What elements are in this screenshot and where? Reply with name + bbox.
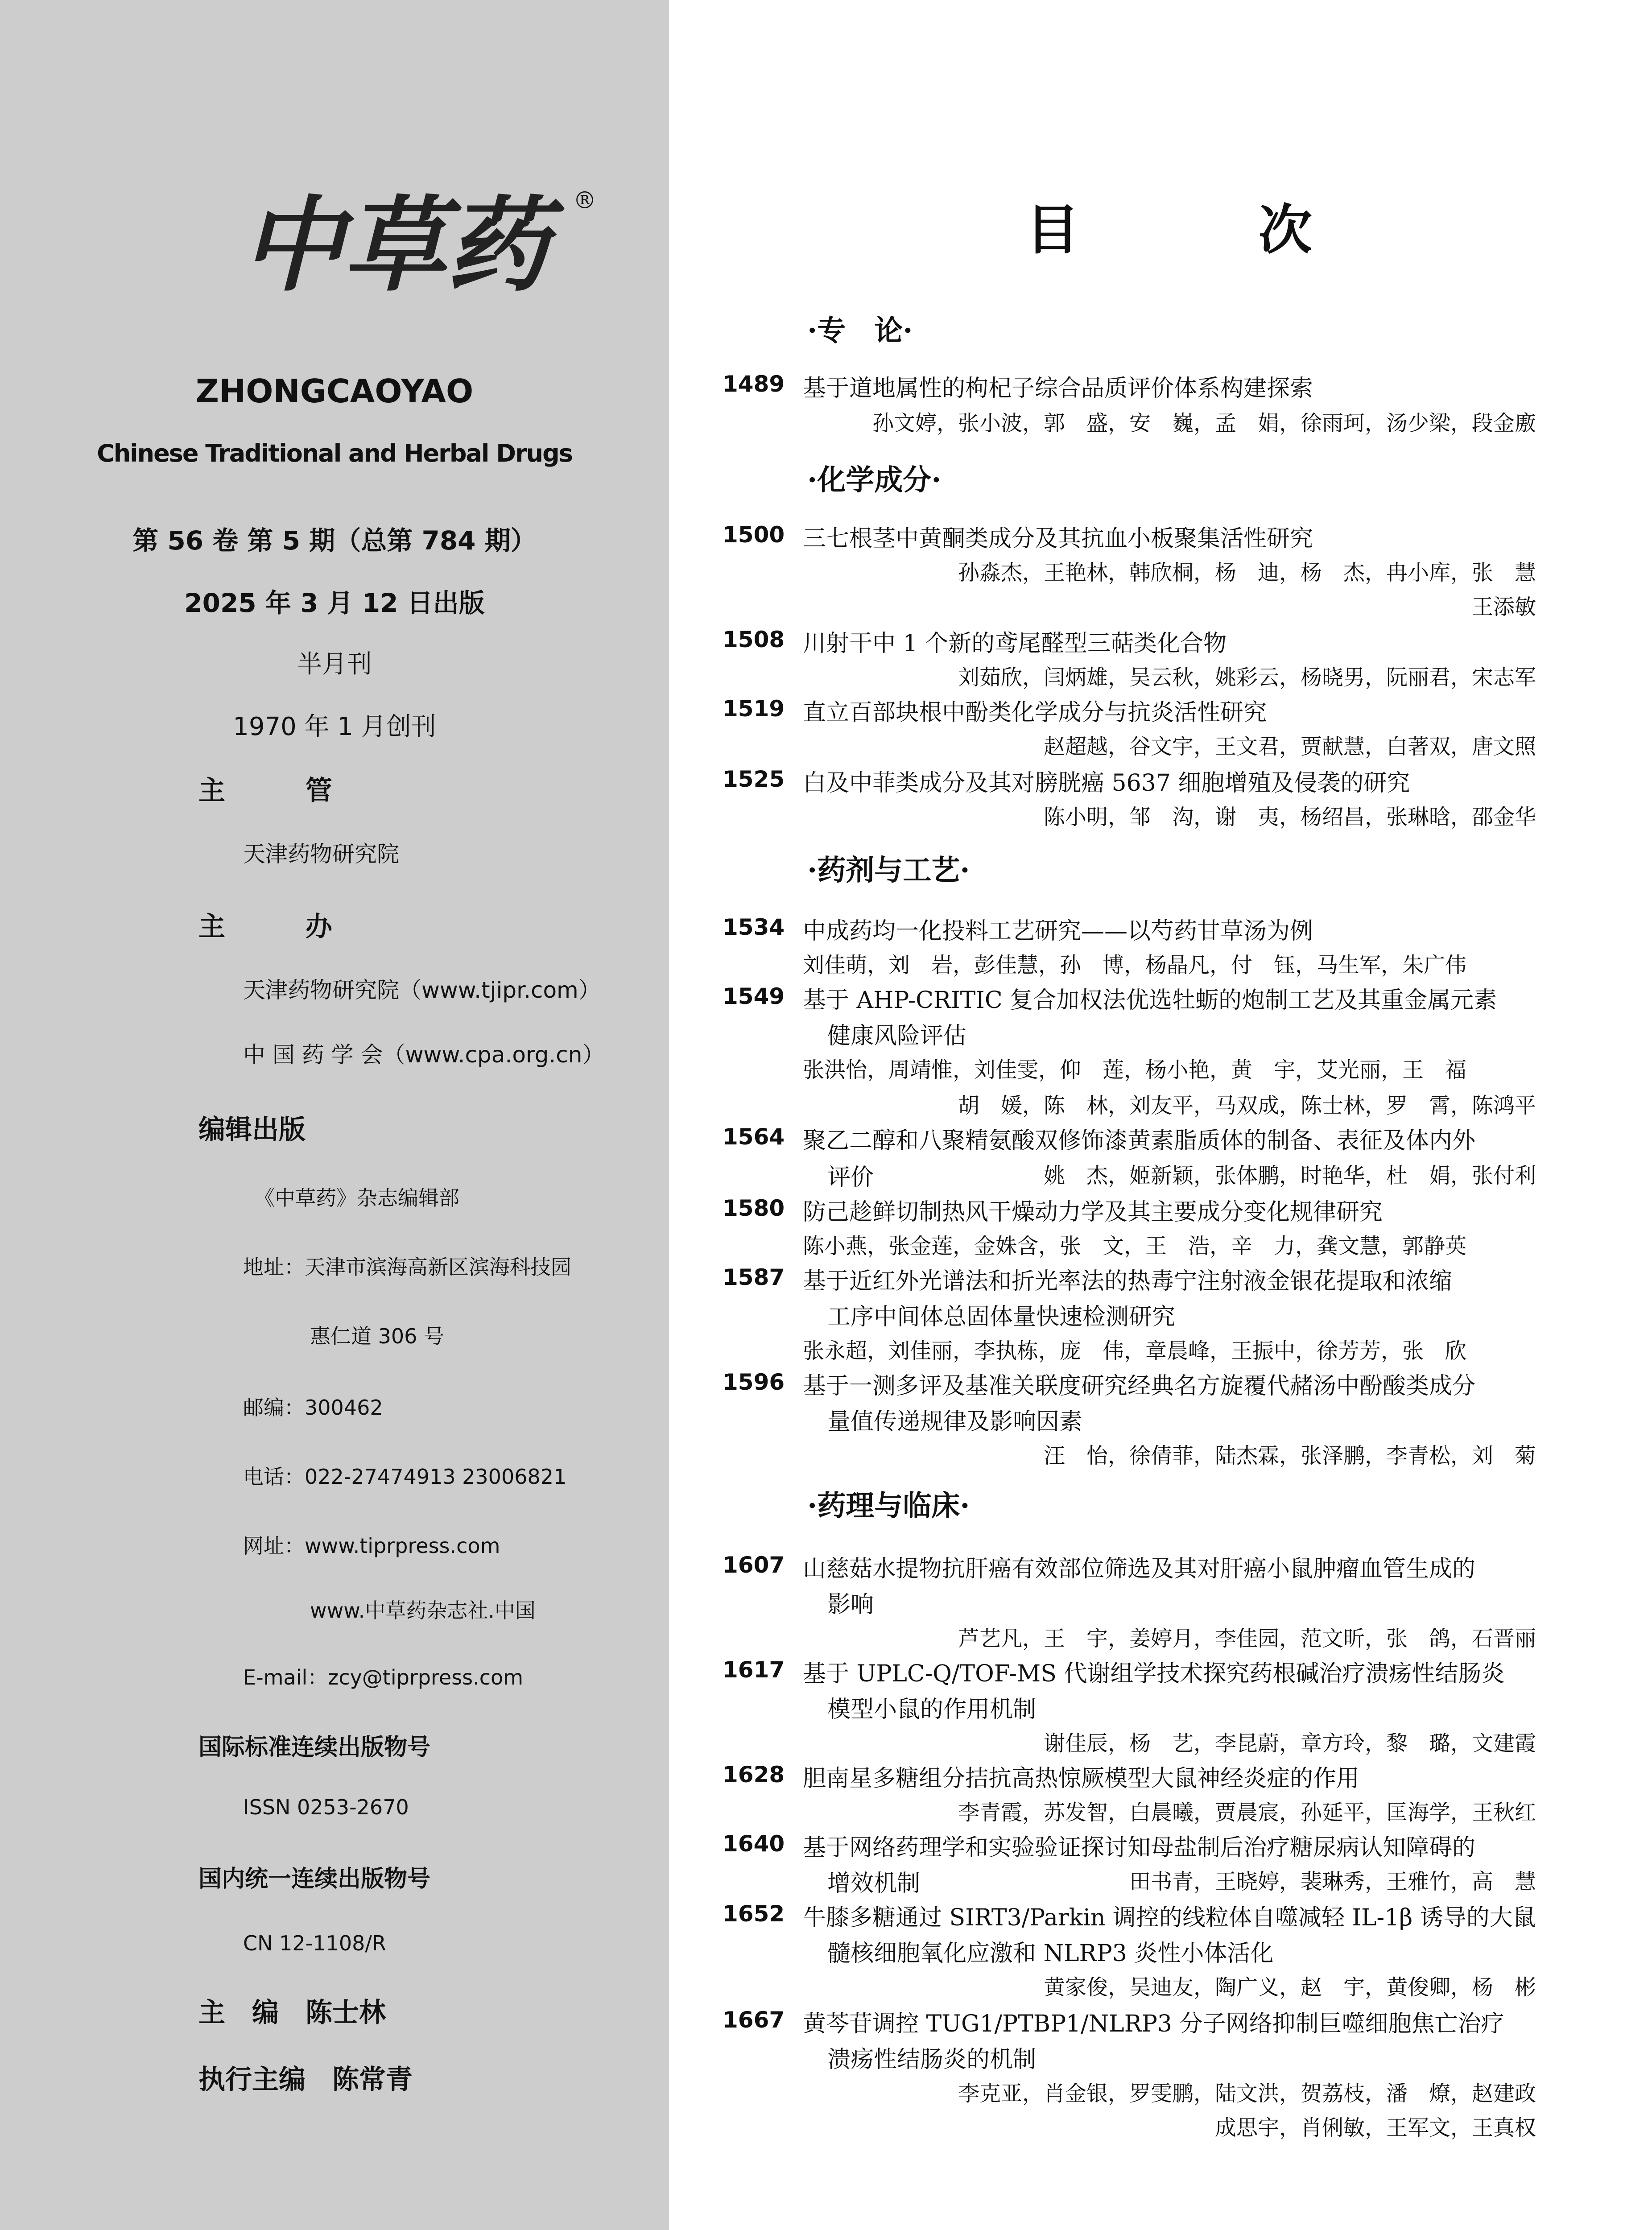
toc-title: 目 次 bbox=[1026, 199, 1392, 261]
toc-article-title-continued[interactable]: 溃疡性结肠炎的机制 bbox=[827, 2046, 1037, 2073]
toc-article-title-continued[interactable]: 髓核细胞氧化应激和 NLRP3 炎性小体活化 bbox=[827, 1940, 1274, 1967]
toc-article-title[interactable]: 基于一测多评及基准关联度研究经典名方旋覆代赭汤中酚酸类成分 bbox=[803, 1373, 1476, 1400]
toc-article-title-continued[interactable]: 健康风险评估 bbox=[827, 1023, 967, 1049]
toc-page-number[interactable]: 1596 bbox=[723, 1369, 785, 1395]
english-title: Chinese Traditional and Herbal Drugs bbox=[97, 439, 572, 467]
toc-authors: 谢佳辰，杨 艺，李昆蔚，章方玲，黎 璐，文建霞 bbox=[1043, 1731, 1536, 1756]
toc-article-title[interactable]: 山慈菇水提物抗肝癌有效部位筛选及其对肝癌小鼠肿瘤血管生成的 bbox=[803, 1556, 1476, 1582]
editor-label: 编辑出版 bbox=[198, 1114, 306, 1145]
toc-article-title-continued[interactable]: 影响 bbox=[827, 1591, 874, 1618]
toc-authors: 陈小燕，张金莲，金姝含，张 文，王 浩，辛 力，龚文慧，郭静英 bbox=[803, 1234, 1467, 1259]
chief-editor: 主 编 陈士林 bbox=[198, 1997, 386, 2028]
cn-label: 国内统一连续出版物号 bbox=[198, 1866, 431, 1892]
section-heading: ·专 论· bbox=[807, 314, 913, 347]
svg-text:中草药: 中草药 bbox=[241, 185, 549, 306]
phone: 电话：022-27474913 23006821 bbox=[243, 1465, 567, 1489]
toc-authors: 张洪怡，周靖惟，刘佳雯，仰 莲，杨小艳，黄 宇，艾光丽，王 福 bbox=[803, 1057, 1467, 1082]
toc-authors: 赵超越，谷文宇，王文君，贾献慧，白著双，唐文照 bbox=[1043, 734, 1536, 759]
toc-article-title[interactable]: 聚乙二醇和八聚精氨酸双修饰漆黄素脂质体的制备、表征及体内外 bbox=[803, 1127, 1476, 1154]
sponsor-label: 主 办 bbox=[198, 911, 359, 942]
toc-page-number[interactable]: 1617 bbox=[723, 1657, 785, 1683]
address-line-1: 地址：天津市滨海高新区滨海科技园 bbox=[243, 1255, 571, 1279]
section-heading: ·药剂与工艺· bbox=[807, 854, 970, 887]
toc-article-title[interactable]: 川射干中 1 个新的鸢尾醛型三萜类化合物 bbox=[803, 630, 1227, 657]
toc-authors: 芦艺凡，王 宇，姜婷月，李佳园，范文昕，张 鸽，石晋丽 bbox=[958, 1626, 1536, 1651]
email: E-mail：zcy@tiprpress.com bbox=[243, 1665, 524, 1689]
calligraphy-logo-icon bbox=[232, 174, 589, 308]
toc-authors: 黄家俊，吴迪友，陶广义，赵 宇，黄俊卿，杨 彬 bbox=[1043, 1975, 1536, 2000]
toc-authors: 陈小明，邹 沟，谢 夷，杨绍昌，张琳晗，邵金华 bbox=[1043, 805, 1536, 830]
toc-page-number[interactable]: 1549 bbox=[723, 983, 785, 1009]
toc-article-title-continued[interactable]: 增效机制 bbox=[827, 1870, 921, 1897]
issn: ISSN 0253-2670 bbox=[243, 1795, 409, 1819]
toc-authors: 孙文婷，张小波，郭 盛，安 巍，孟 娟，徐雨珂，汤少梁，段金廒 bbox=[872, 411, 1536, 436]
toc-article-title-continued[interactable]: 模型小鼠的作用机制 bbox=[827, 1696, 1037, 1723]
toc-page-number[interactable]: 1500 bbox=[723, 522, 785, 548]
toc-page-number[interactable]: 1525 bbox=[723, 766, 785, 792]
website-1: 网址：www.tiprpress.com bbox=[243, 1534, 500, 1558]
toc-page-number[interactable]: 1534 bbox=[723, 914, 785, 940]
exec-editor: 执行主编 陈常青 bbox=[198, 2064, 413, 2095]
cn: CN 12-1108/R bbox=[243, 1931, 386, 1955]
toc-article-title[interactable]: 直立百部块根中酚类化学成分与抗炎活性研究 bbox=[803, 699, 1267, 726]
toc-authors: 田书青，王晓婷，裴琳秀，王雅竹，高 慧 bbox=[1129, 1869, 1536, 1894]
toc-article-title[interactable]: 基于 AHP-CRITIC 复合加权法优选牡蛎的炮制工艺及其重金属元素 bbox=[803, 987, 1497, 1014]
toc-authors: 刘茹欣，闫炳雄，吴云秋，姚彩云，杨晓男，阮丽君，宋志军 bbox=[958, 665, 1536, 690]
publish-date: 2025 年 3 月 12 日出版 bbox=[184, 588, 485, 618]
toc-page-number[interactable]: 1489 bbox=[723, 371, 785, 397]
toc-authors: 李青霞，苏发智，白晨曦，贾晨宸，孙延平，匡海学，王秋红 bbox=[958, 1800, 1536, 1825]
toc-article-title-continued[interactable]: 量值传递规律及影响因素 bbox=[827, 1408, 1083, 1435]
address-line-2: 惠仁道 306 号 bbox=[310, 1324, 445, 1348]
toc-article-title[interactable]: 基于近红外光谱法和折光率法的热毒宁注射液金银花提取和浓缩 bbox=[803, 1268, 1453, 1295]
pinyin-title: ZHONGCAOYAO bbox=[195, 372, 474, 410]
issn-label: 国际标准连续出版物号 bbox=[198, 1734, 431, 1761]
founded: 1970 年 1 月创刊 bbox=[233, 712, 436, 741]
sponsor-2: 中 国 药 学 会（www.cpa.org.cn） bbox=[243, 1042, 605, 1068]
supervisor-label: 主 管 bbox=[198, 775, 359, 806]
toc-page-number[interactable]: 1640 bbox=[723, 1831, 785, 1857]
toc-authors-continued: 成思宇，肖俐敏，王军文，王真权 bbox=[1214, 2115, 1536, 2140]
toc-article-title[interactable]: 基于网络药理学和实验验证探讨知母盐制后治疗糖尿病认知障碍的 bbox=[803, 1834, 1476, 1861]
toc-page-number[interactable]: 1607 bbox=[723, 1552, 785, 1578]
toc-page-number[interactable]: 1508 bbox=[723, 627, 785, 652]
section-heading: ·化学成分· bbox=[807, 463, 942, 497]
toc-authors: 姚 杰，姬新颖，张体鹏，时艳华，杜 娟，张付利 bbox=[1043, 1163, 1536, 1188]
toc-page-number[interactable]: 1628 bbox=[723, 1762, 785, 1788]
editorial-dept: 《中草药》杂志编辑部 bbox=[254, 1186, 459, 1210]
toc-article-title[interactable]: 白及中菲类成分及其对膀胱癌 5637 细胞增殖及侵袭的研究 bbox=[803, 770, 1410, 797]
registered-mark: ® bbox=[573, 187, 596, 214]
toc-authors: 张永超，刘佳丽，李执栋，庞 伟，章晨峰，王振中，徐芳芳，张 欣 bbox=[803, 1338, 1467, 1363]
toc-page-number[interactable]: 1667 bbox=[723, 2007, 785, 2033]
toc-authors-continued: 王添敏 bbox=[1471, 595, 1536, 619]
postcode: 邮编：300462 bbox=[243, 1396, 383, 1420]
toc-authors-continued: 胡 媛，陈 林，刘友平，马双成，陈士林，罗 霄，陈鸿平 bbox=[958, 1093, 1536, 1118]
toc-article-title[interactable]: 三七根茎中黄酮类成分及其抗血小板聚集活性研究 bbox=[803, 525, 1313, 552]
sponsor-1: 天津药物研究院（www.tjipr.com） bbox=[243, 977, 601, 1003]
toc-article-title-continued[interactable]: 评价 bbox=[827, 1164, 874, 1191]
toc-page-number[interactable]: 1564 bbox=[723, 1124, 785, 1150]
toc-article-title[interactable]: 防己趁鲜切制热风干燥动力学及其主要成分变化规律研究 bbox=[803, 1199, 1383, 1226]
toc-page-number[interactable]: 1519 bbox=[723, 696, 785, 722]
toc-article-title[interactable]: 基于道地属性的枸杞子综合品质评价体系构建探索 bbox=[803, 375, 1313, 402]
toc-page-number[interactable]: 1587 bbox=[723, 1264, 785, 1290]
toc-article-title[interactable]: 黄芩苷调控 TUG1/PTBP1/NLRP3 分子网络抑制巨噬细胞焦亡治疗 bbox=[803, 2011, 1504, 2037]
section-heading: ·药理与临床· bbox=[807, 1489, 970, 1523]
toc-article-title[interactable]: 中成药均一化投料工艺研究——以芍药甘草汤为例 bbox=[803, 918, 1313, 945]
toc-article-title[interactable]: 牛膝多糖通过 SIRT3/Parkin 调控的线粒体自噬减轻 IL-1β 诱导的大鼠 bbox=[803, 1904, 1536, 1931]
toc-article-title[interactable]: 胆南星多糖组分拮抗高热惊厥模型大鼠神经炎症的作用 bbox=[803, 1765, 1360, 1792]
toc-authors: 汪 怡，徐倩菲，陆杰霖，张泽鹏，李青松，刘 菊 bbox=[1043, 1443, 1536, 1468]
journal-logo bbox=[232, 174, 589, 308]
toc-page-number[interactable]: 1652 bbox=[723, 1901, 785, 1927]
supervisor: 天津药物研究院 bbox=[243, 841, 399, 867]
toc-article-title-continued[interactable]: 工序中间体总固体量快速检测研究 bbox=[827, 1304, 1176, 1330]
website-2: www.中草药杂志社.中国 bbox=[310, 1598, 536, 1623]
toc-authors: 李克亚，肖金银，罗雯鹏，陆文洪，贺荔枝，潘 燎，赵建政 bbox=[958, 2081, 1536, 2106]
frequency: 半月刊 bbox=[297, 650, 372, 679]
toc-page-number[interactable]: 1580 bbox=[723, 1195, 785, 1221]
volume-issue: 第 56 卷 第 5 期（总第 784 期） bbox=[132, 525, 537, 556]
toc-authors: 孙淼杰，王艳林，韩欣桐，杨 迪，杨 杰，冉小库，张 慧 bbox=[958, 560, 1536, 585]
sidebar bbox=[0, 0, 669, 2230]
toc-article-title[interactable]: 基于 UPLC-Q/TOF-MS 代谢组学技术探究药根碱治疗溃疡性结肠炎 bbox=[803, 1660, 1505, 1687]
toc-authors: 刘佳萌，刘 岩，彭佳慧，孙 博，杨晶凡，付 钰，马生军，朱广伟 bbox=[803, 953, 1467, 978]
